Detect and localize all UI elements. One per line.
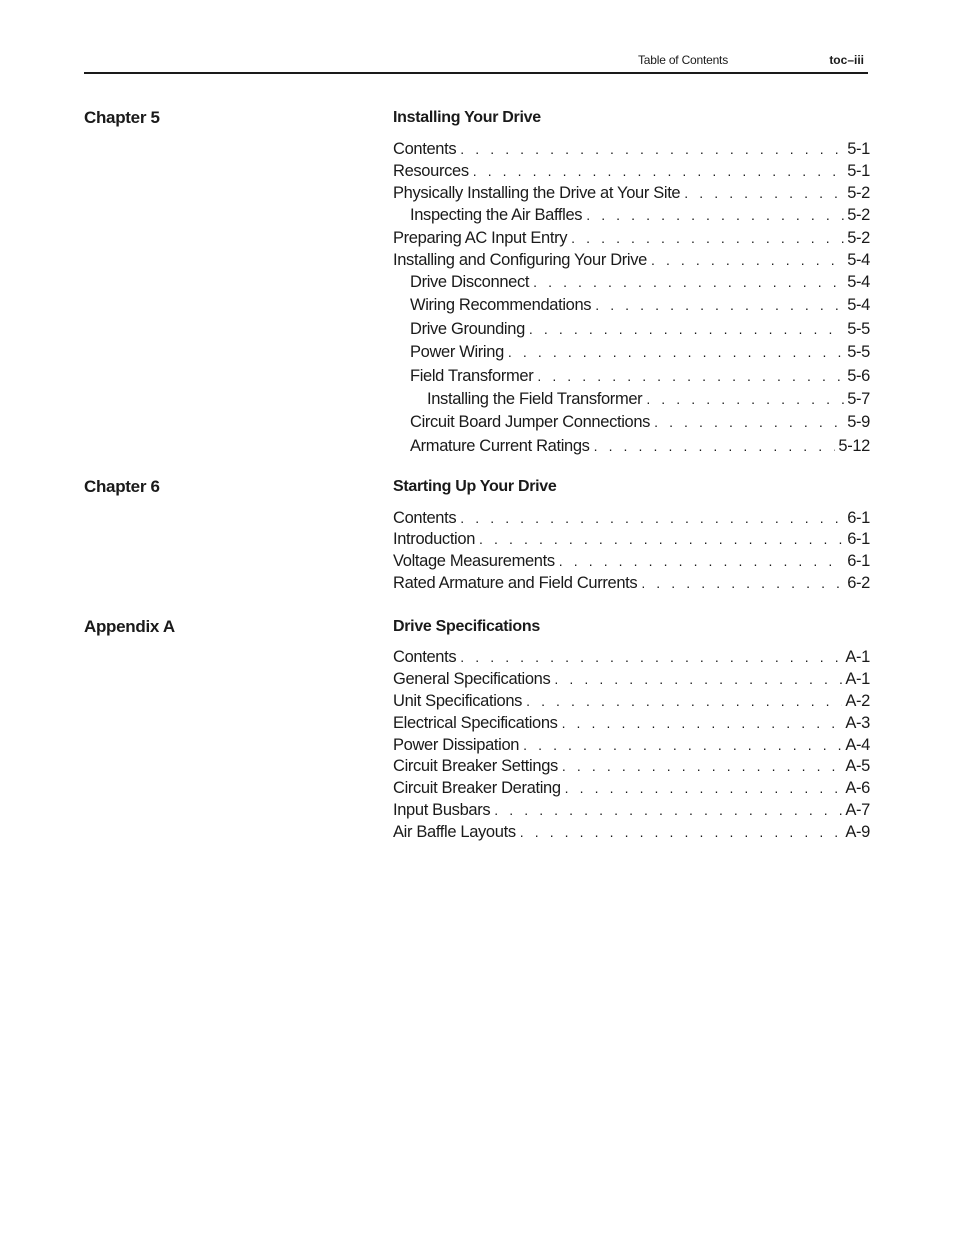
entry-page-number: A-4 [845, 736, 870, 754]
entry-title: Installing the Field Transformer [427, 390, 643, 408]
toc-entry[interactable] [393, 648, 870, 670]
entry-page-number: 5-4 [847, 251, 870, 269]
dot-leader [594, 438, 836, 454]
dot-leader [562, 758, 842, 774]
toc-entry[interactable] [393, 229, 870, 251]
dot-leader [520, 824, 843, 840]
entry-page-number: 6-1 [847, 552, 870, 570]
section-title: Drive Specifications [393, 618, 540, 635]
toc-entry[interactable] [393, 823, 870, 845]
dot-leader [654, 414, 844, 430]
entry-title: Contents [393, 140, 457, 158]
entry-title: Contents [393, 648, 457, 666]
entry-title: Power Wiring [410, 343, 504, 361]
entry-page-number: A-6 [845, 779, 870, 797]
entry-page-number: 5-2 [847, 229, 870, 247]
dot-leader [526, 693, 842, 709]
dot-leader [562, 715, 843, 731]
entry-page-number: A-9 [845, 823, 870, 841]
toc-entry[interactable] [393, 184, 870, 206]
toc-entry[interactable] [393, 273, 870, 295]
entry-title: Circuit Board Jumper Connections [410, 413, 651, 431]
entry-title: Air Baffle Layouts [393, 823, 516, 841]
entry-page-number: A-2 [845, 692, 870, 710]
dot-leader [529, 321, 844, 337]
dot-leader [508, 344, 844, 360]
entry-title: Wiring Recommendations [410, 296, 592, 314]
toc-entry[interactable] [393, 779, 870, 801]
entry-page-number: 6-1 [847, 509, 870, 527]
chapter-label: Chapter 5 [84, 108, 160, 127]
chapter-label: Appendix A [84, 617, 175, 636]
toc-entry[interactable] [393, 251, 870, 273]
entry-page-number: 6-2 [847, 574, 870, 592]
toc-entry[interactable] [393, 736, 870, 758]
dot-leader [494, 802, 842, 818]
section-title: Installing Your Drive [393, 109, 541, 126]
dot-leader [586, 207, 844, 223]
dot-leader [460, 649, 842, 665]
entry-page-number: 5-9 [847, 413, 870, 431]
toc-entry[interactable] [393, 757, 870, 779]
entry-title: Inspecting the Air Baffles [410, 206, 583, 224]
header-page-number: toc–iii [829, 53, 864, 67]
header-section-label: Table of Contents [638, 53, 728, 67]
toc-entry[interactable] [393, 670, 870, 692]
entry-page-number: 5-6 [847, 367, 870, 385]
entry-page-number: 5-4 [847, 273, 870, 291]
entry-page-number: 5-4 [847, 296, 870, 314]
toc-entry[interactable] [393, 162, 870, 184]
entry-page-number: 5-2 [847, 206, 870, 224]
entry-page-number: A-1 [845, 670, 870, 688]
toc-entry[interactable] [393, 343, 870, 365]
entry-title: Field Transformer [410, 367, 534, 385]
entry-page-number: A-5 [845, 757, 870, 775]
toc-entry[interactable] [393, 574, 870, 596]
toc-entry[interactable] [393, 692, 870, 714]
toc-entry[interactable] [393, 206, 870, 228]
entry-page-number: 5-5 [847, 343, 870, 361]
entry-title: Voltage Measurements [393, 552, 555, 570]
dot-leader [460, 510, 844, 526]
toc-entry[interactable] [393, 714, 870, 736]
entry-title: Rated Armature and Field Currents [393, 574, 638, 592]
dot-leader [559, 553, 844, 569]
dot-leader [684, 185, 844, 201]
entry-page-number: 5-5 [847, 320, 870, 338]
dot-leader [479, 531, 844, 547]
entry-page-number: 5-12 [838, 437, 870, 455]
dot-leader [641, 575, 844, 591]
toc-entry[interactable] [393, 320, 870, 342]
dot-leader [651, 252, 844, 268]
entry-title: Physically Installing the Drive at Your Site [393, 184, 681, 202]
dot-leader [537, 368, 844, 384]
entry-page-number: 5-1 [847, 162, 870, 180]
toc-entry[interactable] [393, 552, 870, 574]
entry-title: Drive Disconnect [410, 273, 530, 291]
entry-title: Preparing AC Input Entry [393, 229, 568, 247]
entry-title: Installing and Configuring Your Drive [393, 251, 647, 269]
toc-entry[interactable] [393, 437, 870, 459]
dot-leader [571, 230, 844, 246]
dot-leader [646, 391, 844, 407]
entry-page-number: A-1 [845, 648, 870, 666]
entry-title: General Specifications [393, 670, 551, 688]
dot-leader [554, 671, 842, 687]
chapter-label: Chapter 6 [84, 477, 160, 496]
toc-entry[interactable] [393, 509, 870, 531]
dot-leader [473, 163, 844, 179]
entry-title: Contents [393, 509, 457, 527]
entry-title: Electrical Specifications [393, 714, 558, 732]
entry-title: Circuit Breaker Derating [393, 779, 561, 797]
toc-entry[interactable] [393, 140, 870, 162]
toc-entry[interactable] [393, 390, 870, 412]
dot-leader [460, 141, 844, 157]
entry-page-number: A-7 [845, 801, 870, 819]
entry-title: Unit Specifications [393, 692, 523, 710]
entry-page-number: 5-2 [847, 184, 870, 202]
entry-page-number: 5-1 [847, 140, 870, 158]
entry-page-number: 5-7 [847, 390, 870, 408]
entry-title: Power Dissipation [393, 736, 520, 754]
page-header [84, 50, 868, 74]
dot-leader [523, 737, 842, 753]
entry-title: Input Busbars [393, 801, 491, 819]
toc-entry[interactable] [393, 367, 870, 389]
entry-page-number: A-3 [845, 714, 870, 732]
entry-title: Introduction [393, 530, 476, 548]
toc-entry[interactable] [393, 801, 870, 823]
dot-leader [595, 297, 844, 313]
toc-entry[interactable] [393, 413, 870, 435]
entry-title: Resources [393, 162, 469, 180]
section-title: Starting Up Your Drive [393, 478, 557, 495]
toc-entry[interactable] [393, 296, 870, 318]
toc-entry[interactable] [393, 530, 870, 552]
entry-title: Armature Current Ratings [410, 437, 590, 455]
entry-title: Drive Grounding [410, 320, 525, 338]
dot-leader [565, 780, 843, 796]
entry-page-number: 6-1 [847, 530, 870, 548]
dot-leader [533, 274, 844, 290]
entry-title: Circuit Breaker Settings [393, 757, 558, 775]
